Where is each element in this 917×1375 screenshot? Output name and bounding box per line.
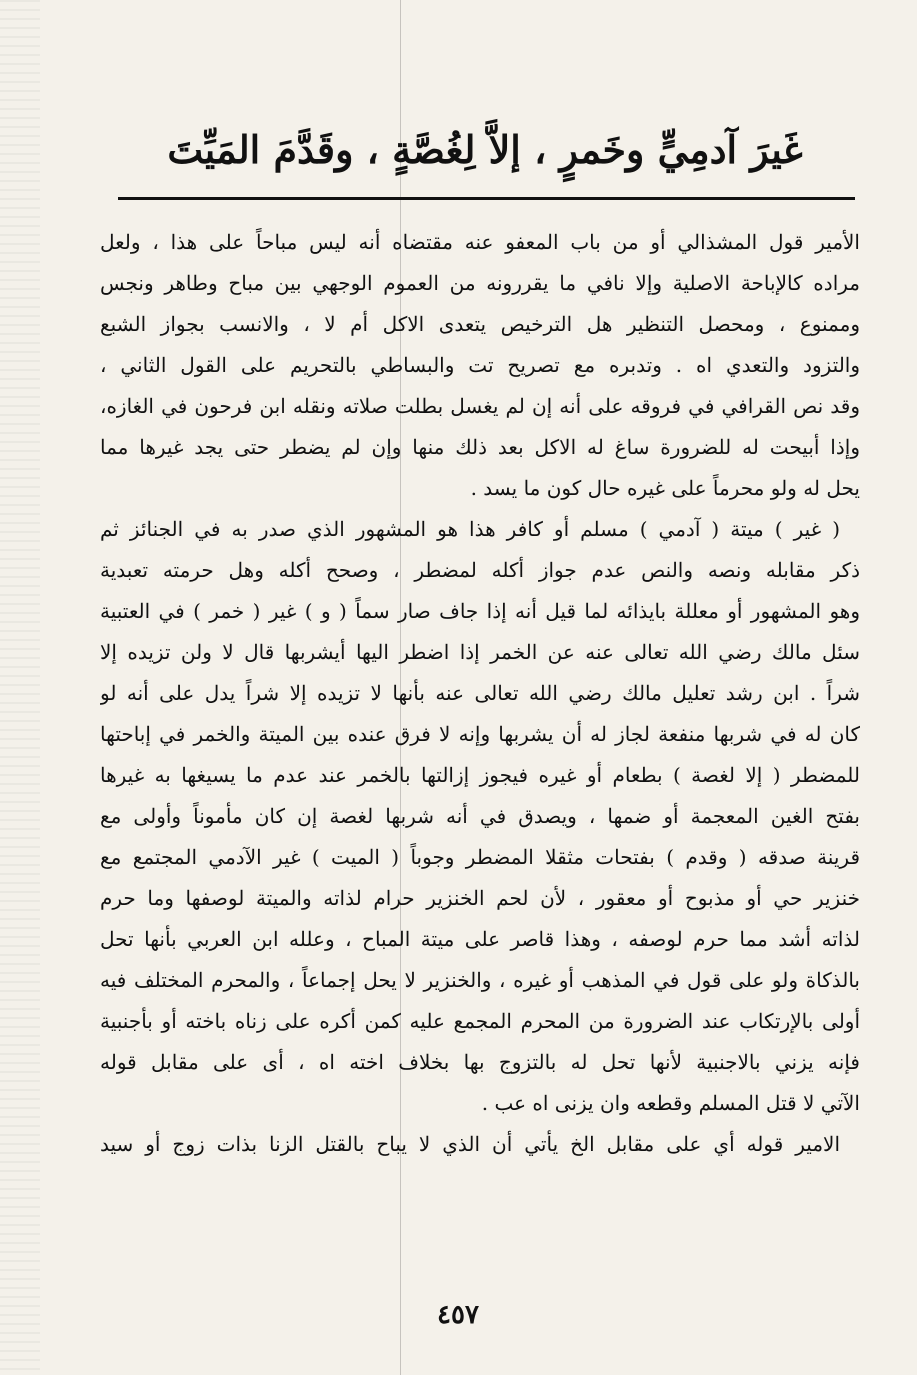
text-line: وإذا أبيحت له للضرورة ساغ له الاكل بعد ذلك منها وإن لم يضطر حتى يجد غيرها مما <box>100 435 860 459</box>
heading-divider <box>118 197 855 200</box>
text-line: والتزود والتعدي اه . وتدبره مع تصريح تت والبساطي بالتحريم على القول الثاني ، <box>100 353 860 377</box>
text-line: مراده كالإباحة الاصلية وإلا نافي ما يقررونه من العموم الوجهي بين مباح وطاهر ونجس <box>100 271 860 295</box>
page-number: ٤٥٧ <box>437 1300 479 1330</box>
text-line: الآتي لا قتل المسلم وقطعه وان يزنى اه عب . <box>481 1091 860 1115</box>
text-line: للمضطر ( إلا لغصة ) بطعام أو غيره فيجوز إزالتها بالخمر عند عدم ما يسيغها به غيرها <box>100 763 860 787</box>
text-line: وممنوع ، ومحصل التنظير هل الترخيص يتعدى الاكل أم لا ، والانسب بجواز الشبع <box>100 312 860 336</box>
text-line: وهو المشهور أو معللة بايذائه لما قيل أنه إذا جاف صار سماً ( و ) غير ( خمر ) في العتبية <box>100 599 860 623</box>
text-line: الأمير قول المشذالي أو من باب المعفو عنه مقتضاه أنه ليس مباحاً على هذا ، ولعل <box>100 230 860 254</box>
section-heading: غَيرَ آدمِيٍّ وخَمرٍ ، إلاَّ لِغُصَّةٍ ، وقَدَّمَ المَيِّتَ <box>167 127 803 172</box>
text-line: الامير قوله أي على مقابل الخ يأتي أن الذي لا يباح بالقتل الزنا بذات زوج أو سيد <box>100 1132 840 1156</box>
text-line: لذاته أشد مما حرم لوصفه ، وهذا قاصر على ميتة المباح ، وعلله ابن العربي بأنها تحل <box>100 927 860 951</box>
text-line: شراً . ابن رشد تعليل مالك رضي الله تعالى عنه بأنها لا تزيده إلا شراً يدل على أنه لو <box>100 681 860 705</box>
body-text <box>100 222 860 1165</box>
text-line: فإنه يزني بالاجنبية لأنها تحل له بالتزوج بها بخلاف اخته اه ، أى على مقابل قوله <box>100 1050 860 1074</box>
text-line: وقد نص القرافي في فروقه على أنه إن لم يغسل بطلت صلاته ونقله ابن فرحون في الغازه، <box>100 394 860 418</box>
text-line: قرينة صدقه ( وقدم ) بفتحات مثقلا المضطر وجوباً ( الميت ) غير الآدمي المجتمع مع <box>100 845 860 869</box>
text-line: سئل مالك رضي الله تعالى عنه عن الخمر إذا اضطر اليها أيشربها قال لا ولن تزيده إلا <box>100 640 860 664</box>
text-line: كان له في شربها منفعة لجاز له أن يشربها وإنه لا فرق عنده بين الميتة والخمر في إباحتها <box>100 722 860 746</box>
text-line: خنزير حي أو مذبوح أو معقور ، لأن لحم الخنزير حرام لذاته والميتة لوصفها وما حرم <box>100 886 860 910</box>
text-line: بالذكاة ولو على قول في المذهب أو غيره ، والخنزير لا يحل إجماعاً ، والمحرم المختلف فيه <box>100 968 860 992</box>
text-line: ذكر مقابله ونصه والنص عدم جواز أكله لمضطر ، وصحح أكله وهل حرمته تعبدية <box>100 558 860 582</box>
text-line: ( غير ) ميتة ( آدمي ) مسلم أو كافر هذا هو المشهور الذي صدر به في الجنائز ثم <box>100 517 840 541</box>
text-line: يحل له ولو محرماً على غيره حال كون ما يسد . <box>470 476 860 500</box>
scan-edge-noise <box>0 0 40 1375</box>
text-line: بفتح الغين المعجمة أو ضمها ، ويصدق في أنه شربها لغصة إن كان مأموناً وأولى مع <box>100 804 860 828</box>
text-line: أولى بالإرتكاب عند الضرورة من المحرم المجمع عليه كمن أكره على زناه باخته أو بأجنبية <box>100 1009 860 1033</box>
